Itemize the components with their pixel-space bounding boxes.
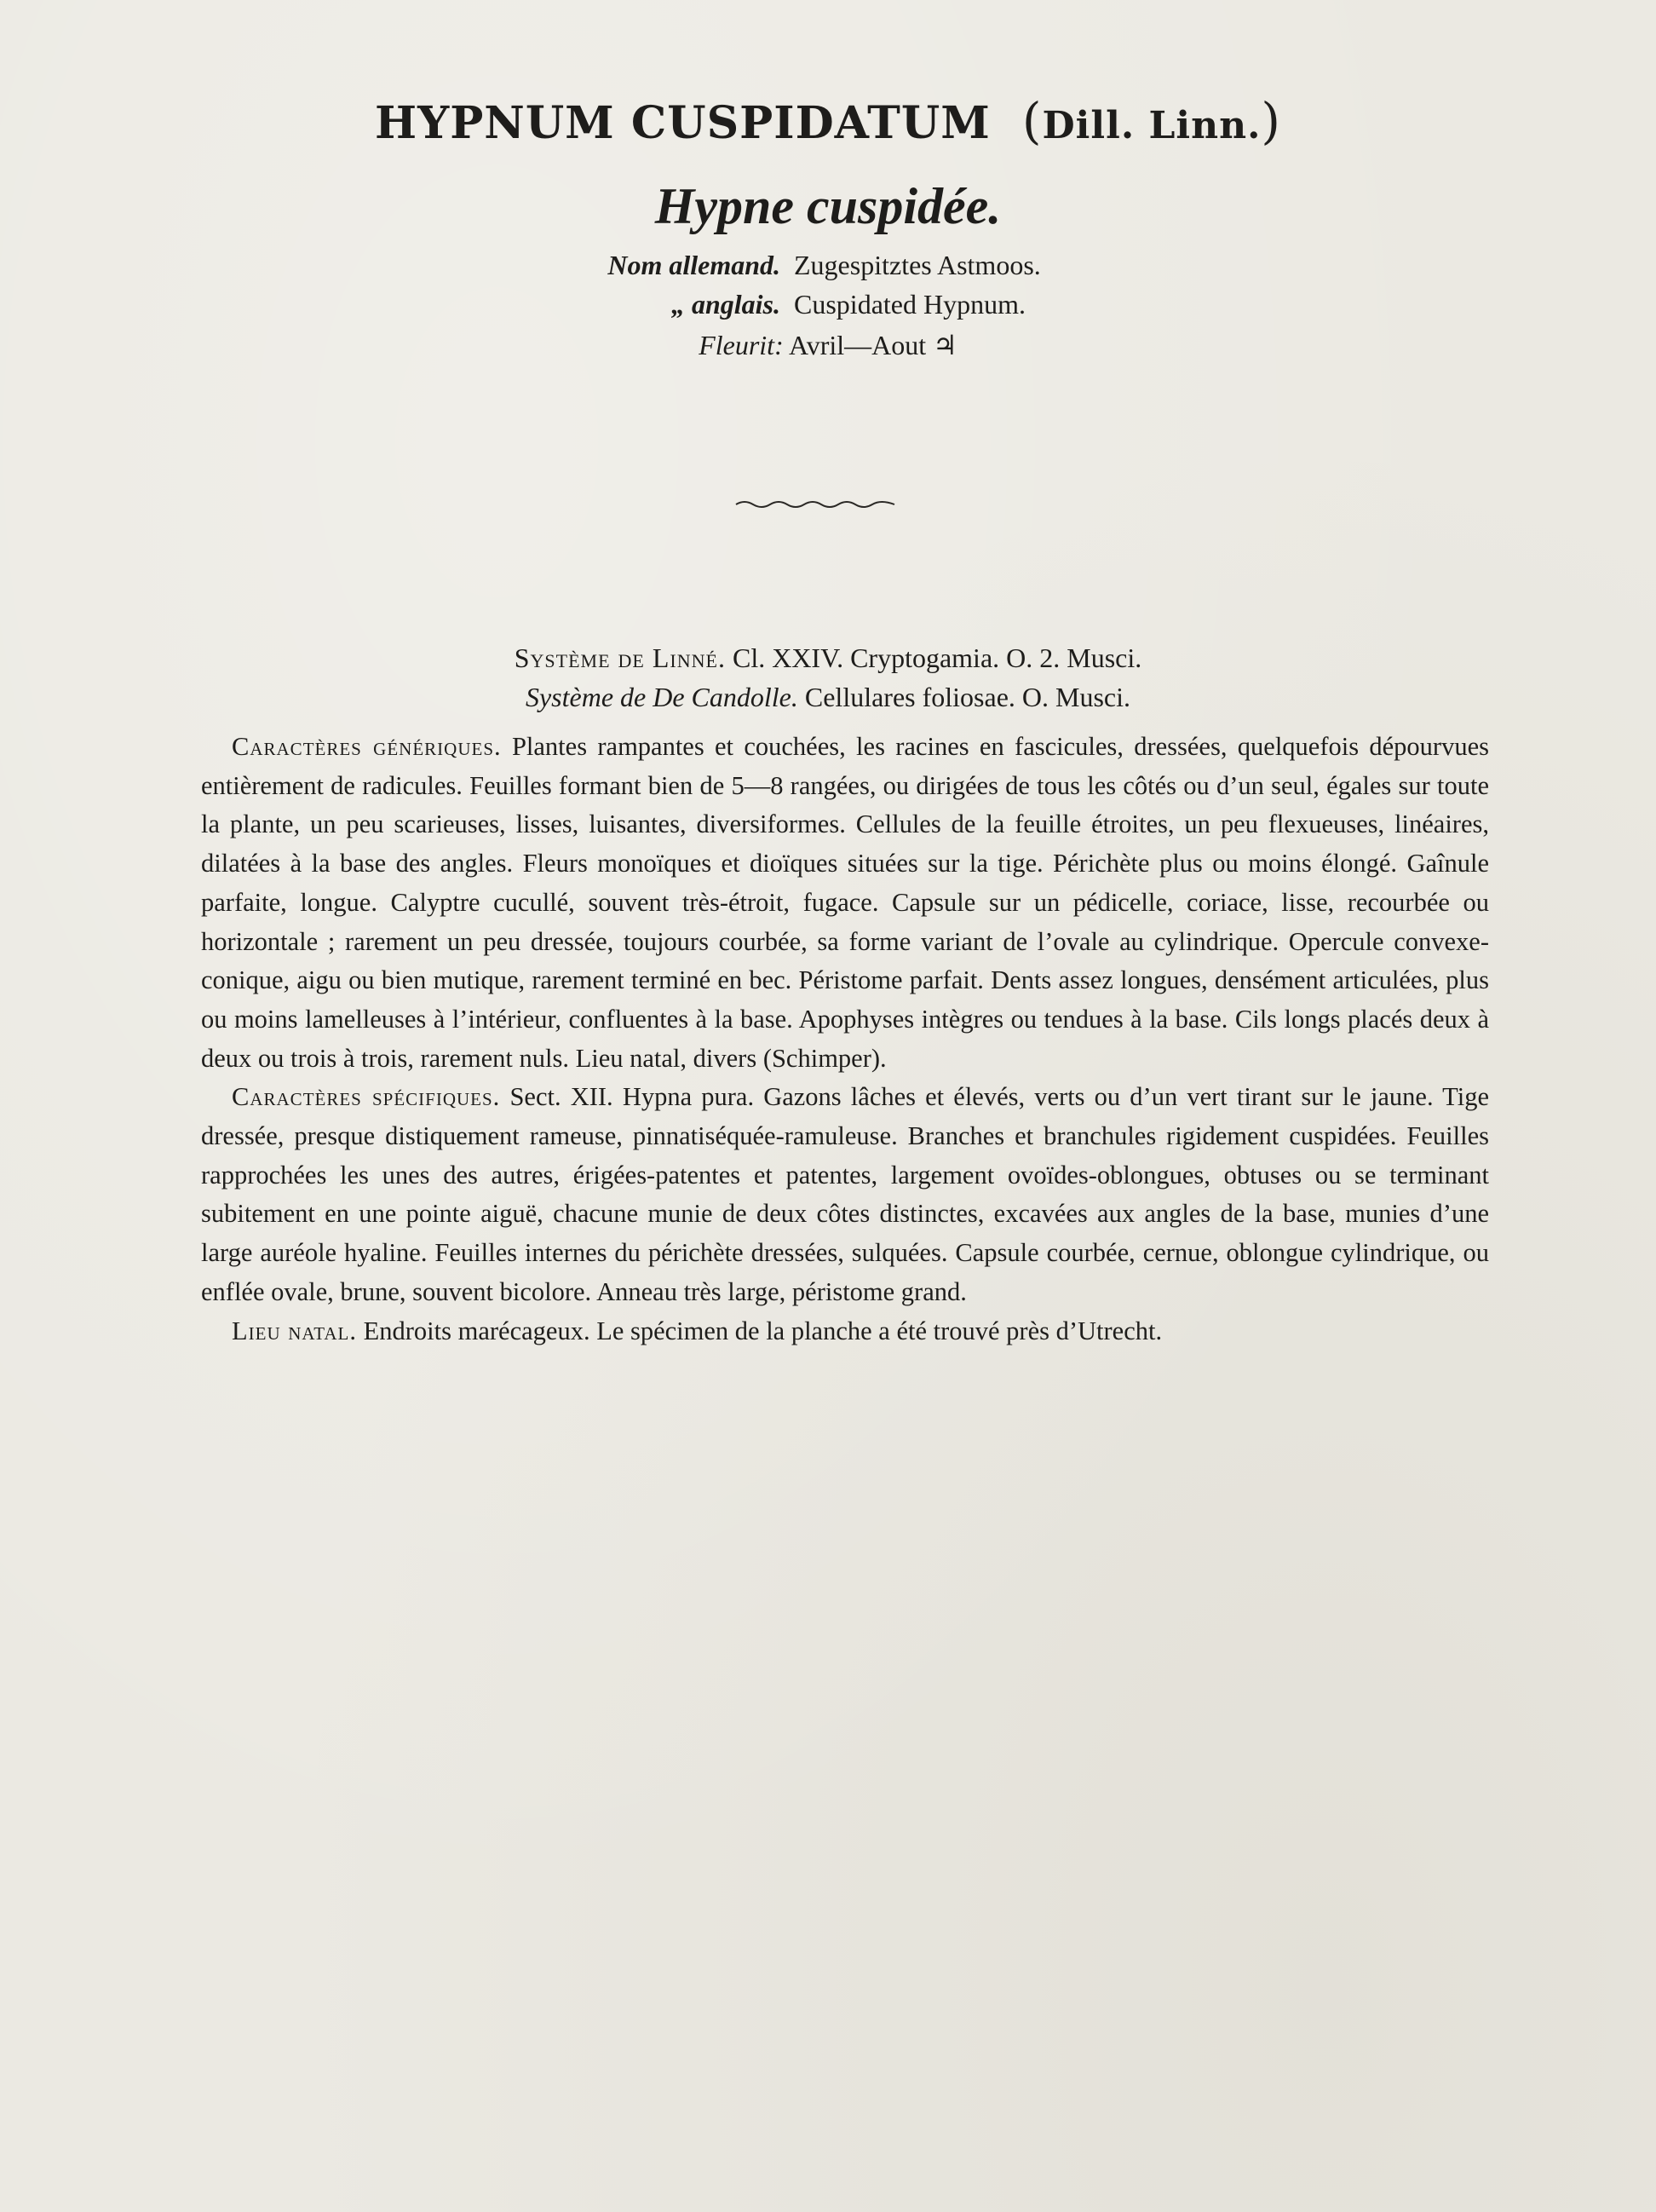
common-name-english: „ anglais. Cuspidated Hypnum.	[670, 289, 1026, 320]
french-name: Hypne cuspidée.	[654, 178, 1002, 234]
generic-characters-paragraph: Caractères génériques. Plantes rampantes et couchées, les racines en fascicules, dressées, quelquefois dépourvues entièrement de radicules. Feuilles formant bien de 5—8 rangées, ou dirigées de tous les côtés ou d’un seul, égales sur toute la plante, un peu scarieuses, lisses, luisantes, diversiformes. Cellules de la feuille étroites, un peu flexueuses, linéaires, dilatées à la base des angles. Fleurs monoïques et dioïques situées sur la tige. Périchète plus ou moins élongé. Gaînule parfaite, longue. Calyptre cucullé, souvent très-étroit, fugace. Capsule sur un pédicelle, coriace, lisse, recourbée ou horizontale ; rarement un peu dressée, toujours courbée, sa forme variant de l’ovale au cylindrique. Opercule convexe-conique, aigu ou bien mutique, rarement terminé en bec. Péristome parfait. Dents assez longues, densément articulées, plus ou moins lamelleuses à l’intérieur, confluentes à la base. Apophyses intègres ou tendues à la base. Cils longs placés deux à deux ou trois à trois, rarement nuls. Lieu natal, divers (Schimper).	[201, 732, 1489, 1073]
species-name: HYPNUM CUSPIDATUM	[374, 97, 991, 149]
description-body	[201, 728, 1489, 1351]
native-habitat-paragraph: Lieu natal. Endroits marécageux. Le spécimen de la planche a été trouvé près d’Utrecht.	[232, 1316, 1163, 1345]
common-names	[588, 245, 1041, 324]
candolle-system: Système de De Candolle. Cellulares foliosae. O. Musci.	[525, 682, 1131, 712]
linnean-system: Système de Linné. Cl. XXIV. Cryptogamia. O. 2. Musci.	[514, 642, 1142, 673]
ornamental-divider	[734, 498, 896, 511]
species-authority: (Dill. Linn.)	[1021, 92, 1282, 150]
species-title	[0, 92, 1656, 150]
flowering-period: Fleurit: Avril—Aout ♃	[699, 330, 957, 360]
specific-characters-paragraph: Caractères spécifiques. Sect. XII. Hypna pura. Gazons lâches et élevés, verts ou d’un vert tirant sur le jaune. Tige dressée, presque distiquement rameuse, pinnatiséquée-ramuleuse. Branches et branchules rigidement cuspidées. Feuilles rapprochées les unes des autres, érigées-patentes et patentes, largement ovoïdes-oblongues, obtuses ou se terminant subitement en une pointe aiguë, chacune munie de deux côtes distinctes, excavées aux angles de la base, munies d’une large auréole hyaline. Feuilles internes du périchète dressées, sulquées. Capsule courbée, cernue, oblongue cylindrique, ou enflée ovale, brune, souvent bicolore. Anneau très large, péristome grand.	[201, 1082, 1489, 1306]
common-name-german: Nom allemand. Zugespitztes Astmoos.	[607, 250, 1041, 280]
